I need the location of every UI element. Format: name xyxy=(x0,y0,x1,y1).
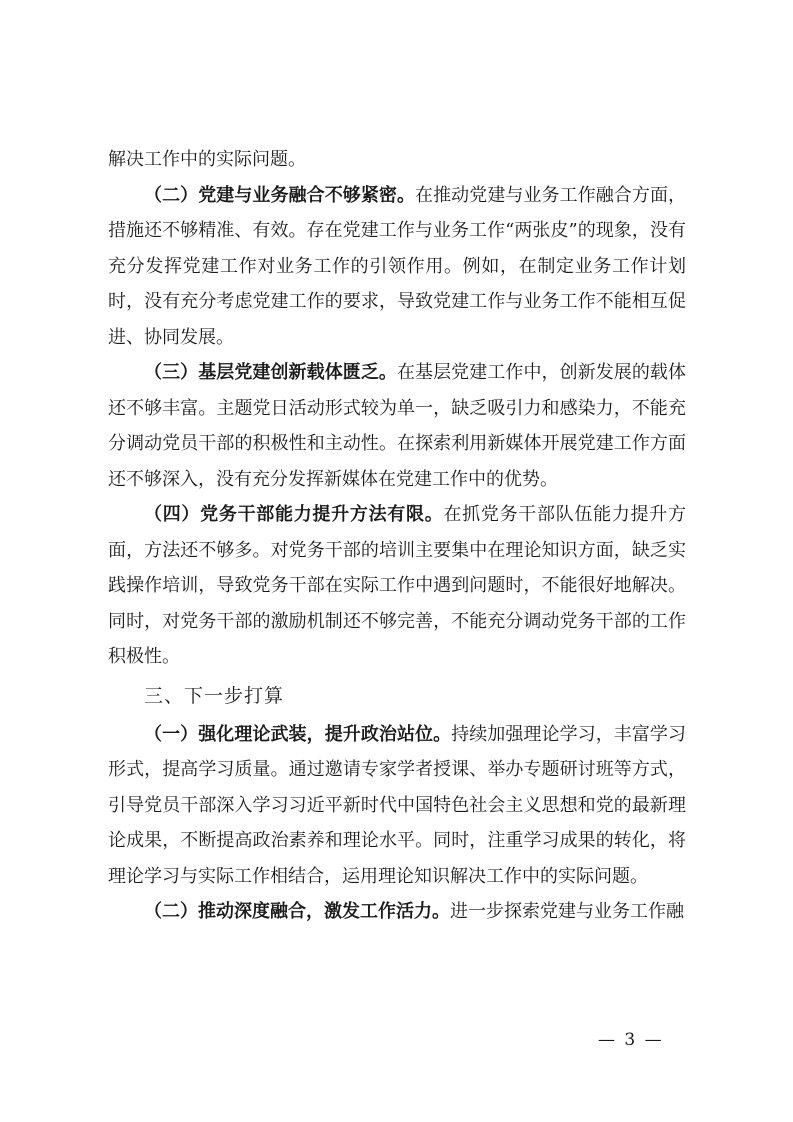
paragraph-text: 持续加强理论学习，丰富学习形式，提高学习质量。通过邀请专家学者授课、举办专题研讨班等方式，引导党员干部深入学习习近平新时代中国特色社会主义思想和党的最新理论成果，不断提高政治素养和理论水平。同时，注重学习成果的转化，将理论学习与实际工作相结合，运用理论知识解决工作中的实际问题。 xyxy=(108,723,686,887)
paragraph-text: 进一步探索党建与业务工作融 xyxy=(450,901,684,922)
paragraph-text: 在推动党建与业务工作融合方面，措施还不够精准、有效。存在党建工作与业务工作“两张皮”的现象，没有充分发挥党建工作对业务工作的引领作用。例如，在制定业务工作计划时，没有充分考虑党建工作的要求，导致党建工作与业务工作不能相互促进、协同发展。 xyxy=(108,184,687,348)
paragraph-issue-3 xyxy=(108,355,686,497)
paragraph-heading: （三）基层党建创新载体匮乏。 xyxy=(144,362,397,383)
paragraph-continuation xyxy=(108,142,686,178)
paragraph-plan-1 xyxy=(108,717,686,895)
paragraph-heading: （四）党务干部能力提升方法有限。 xyxy=(144,504,444,525)
paragraph-issue-2 xyxy=(108,178,686,356)
paragraph-text: 解决工作中的实际问题。 xyxy=(108,149,306,170)
document-body xyxy=(108,142,686,930)
paragraph-issue-4 xyxy=(108,497,686,675)
paragraph-text: 在基层党建工作中，创新发展的载体还不够丰富。主题党日活动形式较为单一，缺乏吸引力和感染力，不能充分调动党员干部的积极性和主动性。在探索利用新媒体开展党建工作方面还不够深入，没有充分发挥新媒体在党建工作中的优势。 xyxy=(108,362,687,490)
page-number: — 3 — xyxy=(598,1030,664,1050)
paragraph-heading: （二）党建与业务融合不够紧密。 xyxy=(144,184,416,206)
paragraph-heading: （二）推动深度融合，激发工作活力。 xyxy=(144,901,450,922)
section-heading: 三、下一步打算 xyxy=(144,684,285,707)
paragraph-plan-2 xyxy=(108,894,686,930)
paragraph-text: 在抓党务干部队伍能力提升方面，方法还不够多。对党务干部的培训主要集中在理论知识方面，缺乏实践操作培训，导致党务干部在实际工作中遇到问题时，不能很好地解决。同时，对党务干部的激励机制还不够完善，不能充分调动党务干部的工作积极性。 xyxy=(108,504,687,667)
paragraph-heading: （一）强化理论武装，提升政治站位。 xyxy=(144,723,452,745)
